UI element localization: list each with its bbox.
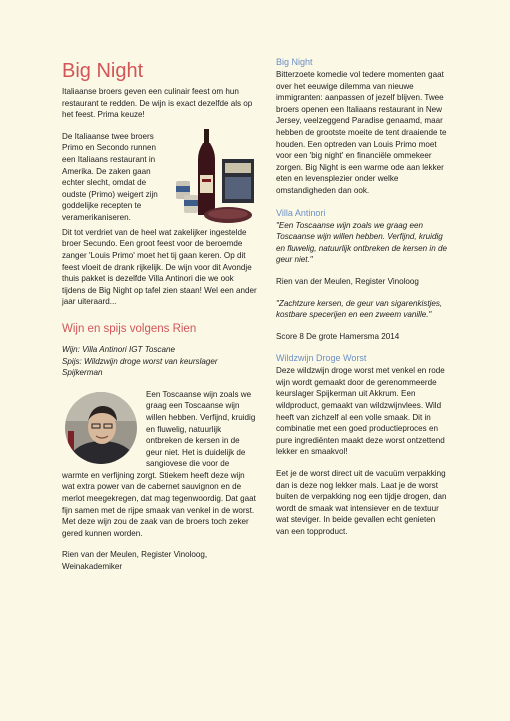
section-heading: Wijn en spijs volgens Rien — [62, 322, 197, 335]
film-description: Bitterzoete komedie vol tedere momenten gaat over het eeuwige dilemma van nieuwe immigranten: aanpassen of jezelf blijven. Twee broers openen een Italiaans restaurant in New Jersey, veelzeggend Paradise genaamd, maar hebben de grootste moeite de tent draaiende te houden. Een optreden van Louis Primo moet voor een 'big night' en financiële ommekeer zorgen. Big Night is een warme ode aan lekker eten en levensplezier onder welke omstandigheden dan ook. — [276, 70, 447, 195]
heading-wildzwijn: Wildzwijn Droge Worst — [276, 353, 367, 364]
quote-signature: Rien van der Meulen, Register Vinoloog — [276, 276, 419, 286]
page-title: Big Night — [62, 60, 144, 82]
review-paragraph — [62, 389, 258, 540]
reviewer-photo — [62, 391, 140, 465]
signature-title: Weinakademiker — [62, 562, 123, 572]
wine-line: Wijn: Villa Antinori IGT Toscane — [62, 344, 175, 354]
review-text: Een Toscaanse wijn zoals we graag een Toscaanse wijn willen hebben. Verfijnd, kruidig en fluwelig, natuurlijk ontbreken de kersen in de geur niet. Het is duidelijk de sangiovese die voor de warmte en verfijning zorgt. Stiekem heeft deze wijn wat extra power van de cabernet sauvignon en de merlot meegekregen, dat mag tegenwoordig. Dat gaat fijn samen met de rijpe smaak van venkel in de worst. Met deze wijn zou de zaak van de broers toch zeker gered kunnen worden. — [62, 389, 256, 538]
sausage-description: Deze wildzwijn droge worst met venkel en rode wijn wordt gemaakt door de gerenommeerde keurslager Spijkerman uit Akkrum. Een wildproduct, gemaakt van wildzwijnvlees. Wild heeft van zichzelf al een volle smaak. Dit in combinatie met een goed productieproces en pure ingrediënten maakt deze worst ontzettend lekker en smaakvol! — [276, 366, 445, 457]
left-column — [62, 56, 258, 583]
signature-name: Rien van der Meulen, Register Vinoloog, — [62, 550, 208, 560]
right-column — [276, 56, 448, 548]
wine-quote-2: "Zachtzure kersen, de geur van sigarenkistjes, kostbare specerijen en een zweem vanille." — [276, 298, 443, 320]
wine-score: Score 8 De grote Hamersma 2014 — [276, 331, 400, 341]
story-paragraph-2: Dit tot verdriet van de heel wat zakelijker ingestelde broer Secundo. Een groot feest voor de beroemde zanger 'Louis Primo' moet het tij gaan keren. Op dit feest vloeit de drank rijkelijk. De wijn voor dit Avondje thuis pakket is dezelfde Villa Antinori die we ook tijdens de Big Night op tafel zien staan! Wel een ander jaar uiteraard... — [62, 227, 257, 307]
heading-big-night: Big Night — [276, 57, 313, 67]
heading-villa-antinori: Villa Antinori — [276, 207, 326, 218]
intro-paragraph: Italiaanse broers geven een culinair feest om hun restaurant te redden. De wijn is exact dezelfde als op het feest. Prima keuze! — [62, 87, 253, 120]
wine-quote-1: "Een Toscaanse wijn zoals we graag een Toscaanse wijn willen hebben. Verfijnd, kruidig en fluwelig, natuurlijk ontbreken de kersen in de geur niet." — [276, 220, 447, 265]
food-line: Spijs: Wildzwijn droge worst van keurslager Spijkerman — [62, 356, 218, 378]
story-paragraph-1: De Italiaanse twee broers Primo en Secondo runnen een Italiaans restaurant in Amerika. De zaken gaan echter slecht, omdat de oudste (Primo) weigert zijn goddelijke recepten te veramerikaniseren. — [62, 131, 158, 222]
wine-package-photo — [166, 129, 258, 225]
signature — [62, 549, 258, 572]
sausage-serving-tip: Eet je de worst direct uit de vacuüm verpakking dan is deze nog lekker mals. Laat je de worst buiten de verpakking nog een tijdje drogen, dan wordt de smaak wat intensiever en de textuur wat steviger. In beide gevallen echt genieten van een topproduct. — [276, 469, 447, 536]
